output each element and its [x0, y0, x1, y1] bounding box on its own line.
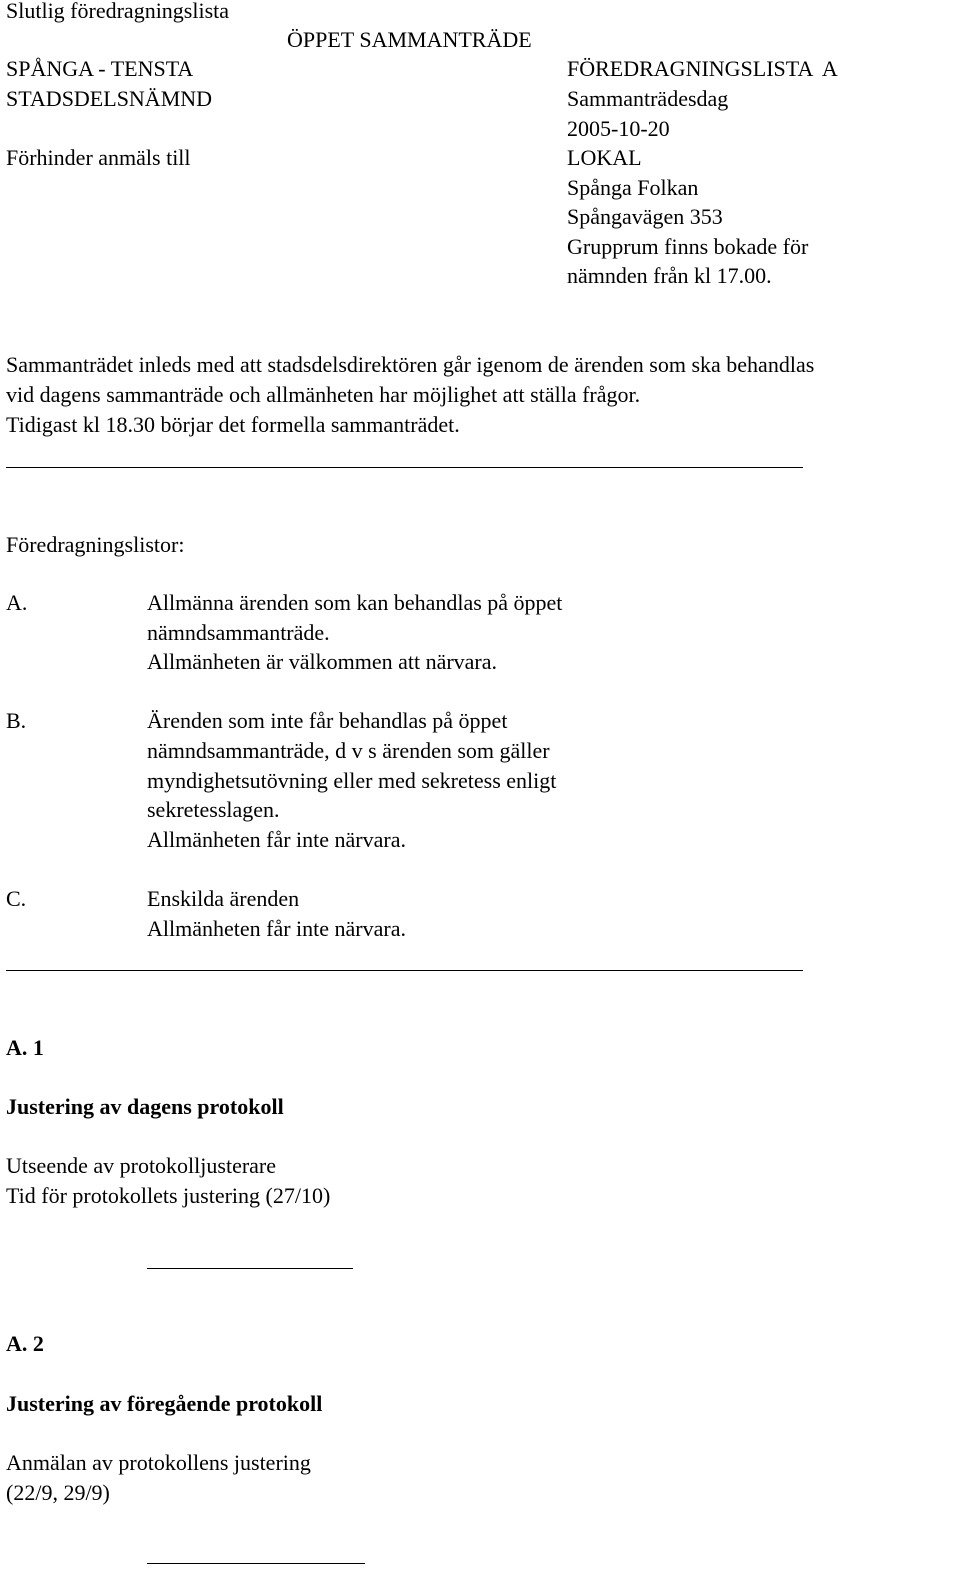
list-title: FÖREDRAGNINGSLISTA A	[567, 56, 838, 81]
list-b-letter: B.	[6, 708, 27, 733]
list-b-line-5: Allmänheten får inte närvara.	[147, 827, 406, 852]
venue-note-line-2: nämnden från kl 17.00.	[567, 263, 772, 288]
list-a-line-3: Allmänheten är välkommen att närvara.	[147, 649, 498, 674]
venue-label: LOKAL	[567, 145, 642, 170]
item-line-1: Anmälan av protokollens justering	[6, 1450, 311, 1475]
list-a-line-1: Allmänna ärenden som kan behandlas på öppet	[147, 590, 563, 615]
divider-2	[6, 970, 803, 971]
item-title: Justering av dagens protokoll	[6, 1094, 284, 1119]
venue-note-line-1: Grupprum finns bokade för	[567, 234, 809, 259]
absence-notice: Förhinder anmäls till	[6, 145, 191, 170]
organization-line-2: STADSDELSNÄMND	[6, 86, 213, 111]
venue-address: Spångavägen 353	[567, 204, 723, 229]
list-a-line-2: nämndsammanträde.	[147, 620, 330, 645]
list-b-line-3: myndighetsutövning eller med sekretess enligt	[147, 768, 557, 793]
list-b-line-4: sekretesslagen.	[147, 797, 280, 822]
meeting-type: ÖPPET SAMMANTRÄDE	[287, 27, 532, 52]
item-line-2: (22/9, 29/9)	[6, 1480, 110, 1505]
list-a-letter: A.	[6, 590, 28, 615]
organization-line-1: SPÅNGA - TENSTA	[6, 56, 194, 81]
lists-heading: Föredragningslistor:	[6, 532, 185, 557]
list-b-line-1: Ärenden som inte får behandlas på öppet	[147, 708, 508, 733]
intro-line-3: Tidigast kl 18.30 börjar det formella sammanträdet.	[6, 412, 460, 437]
item-separator-2	[147, 1563, 365, 1564]
list-c-line-2: Allmänheten får inte närvara.	[147, 916, 406, 941]
meeting-date-label: Sammanträdesdag	[567, 86, 729, 111]
intro-line-2: vid dagens sammanträde och allmänheten har möjlighet att ställa frågor.	[6, 382, 641, 407]
document-label: Slutlig föredragningslista	[6, 0, 230, 23]
intro-line-1: Sammanträdet inleds med att stadsdelsdirektören går igenom de ärenden som ska behandlas	[6, 352, 815, 377]
item-number: A. 2	[6, 1331, 44, 1356]
item-line-2: Tid för protokollets justering (27/10)	[6, 1183, 331, 1208]
item-separator-1	[147, 1268, 353, 1269]
divider-1	[6, 467, 803, 468]
item-number: A. 1	[6, 1035, 44, 1060]
list-c-line-1: Enskilda ärenden	[147, 886, 300, 911]
list-b-line-2: nämndsammanträde, d v s ärenden som gäller	[147, 738, 550, 763]
item-line-1: Utseende av protokolljusterare	[6, 1153, 277, 1178]
list-c-letter: C.	[6, 886, 27, 911]
item-title: Justering av föregående protokoll	[6, 1391, 323, 1416]
venue-name: Spånga Folkan	[567, 175, 699, 200]
meeting-date: 2005-10-20	[567, 116, 670, 141]
